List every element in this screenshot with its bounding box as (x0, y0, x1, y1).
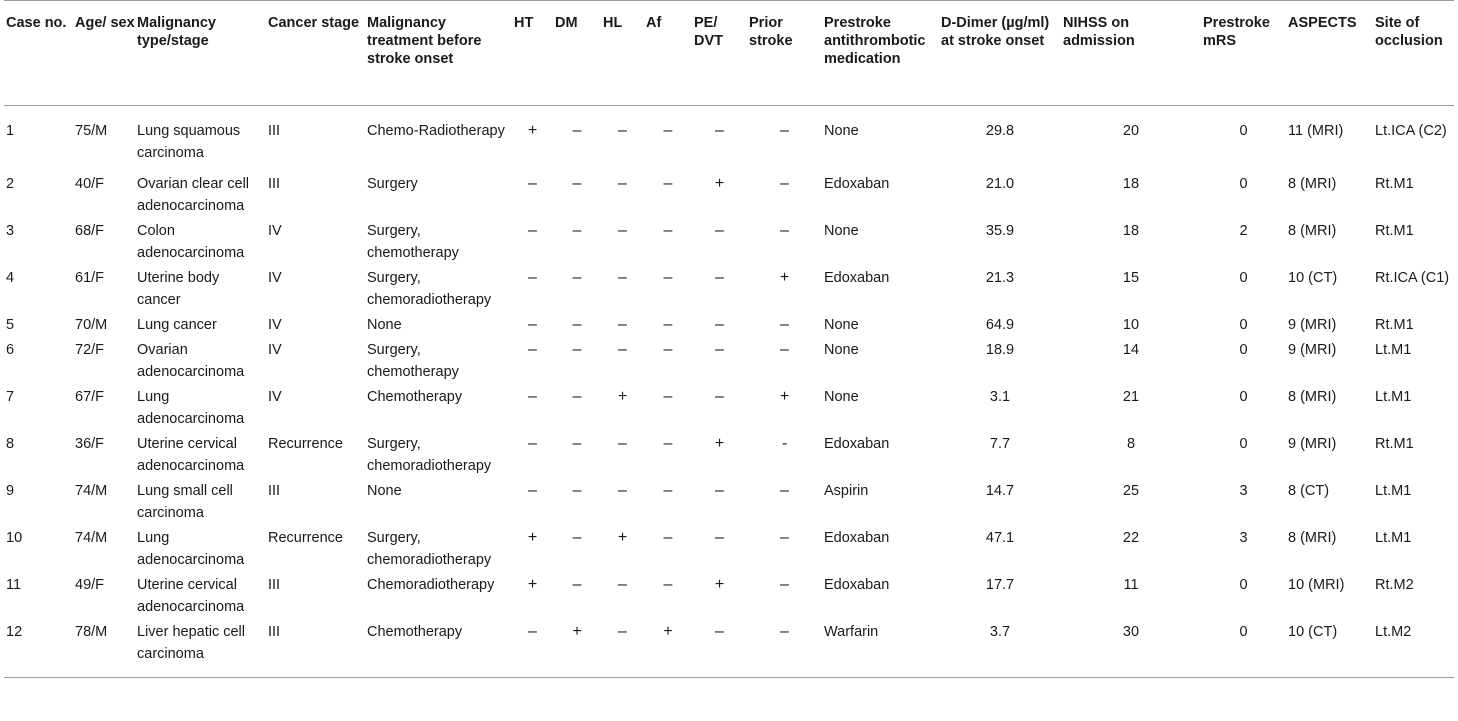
table-body (4, 105, 1454, 678)
cell-d-dimer: 3.1 (989, 389, 1011, 405)
cell-af: – (663, 316, 673, 333)
cell-nihss: 8 (1126, 436, 1136, 452)
cell-aspects: 10 (CT) (1286, 621, 1373, 678)
header-nihss: NIHSS on admission (1061, 1, 1201, 105)
cell-pe-dvt: – (715, 121, 724, 139)
cell-case-no: 9 (6, 483, 15, 499)
cell-pe-dvt: – (715, 222, 724, 239)
cell-prior-stroke: – (780, 316, 789, 333)
cell-hl: – (618, 435, 627, 452)
cell-case-no: 4 (6, 270, 15, 286)
cell-malignancy-treatment: Chemoradiotherapy (367, 577, 495, 593)
cell-ht: – (528, 175, 537, 192)
cell-ht: + (527, 529, 538, 546)
cell-prior-stroke: - (781, 435, 788, 452)
cell-site-of-occlusion: Lt.M1 (1375, 530, 1412, 546)
cell-nihss: 22 (1122, 530, 1140, 546)
table-row (4, 433, 1454, 480)
cell-hl: – (618, 175, 627, 192)
cell-cancer-stage: IV (268, 342, 282, 358)
header-malignancy-type: Malignancy type/stage (135, 1, 266, 105)
cell-dm: + (553, 621, 601, 678)
cell-prestroke-mrs: 0 (1239, 176, 1248, 192)
cell-aspects: 10 (CT) (1288, 270, 1338, 286)
header-dm: DM (553, 1, 601, 105)
cell-antithrombotic: Edoxaban (824, 176, 890, 192)
cell-af: – (663, 529, 673, 546)
cell-d-dimer: 29.8 (985, 122, 1015, 139)
cell-nihss: 21 (1122, 389, 1140, 405)
cell-prior-stroke: – (780, 175, 789, 192)
cell-age-sex: 74/M (75, 530, 108, 546)
cell-hl: – (618, 482, 627, 499)
header-malignancy-treatment: Malignancy treatment before stroke onset (365, 1, 512, 105)
cell-antithrombotic: Edoxaban (824, 577, 890, 593)
cell-hl: – (618, 316, 627, 333)
cell-hl: – (618, 121, 627, 139)
cell-ht: – (528, 316, 537, 333)
cell-nihss: 25 (1122, 483, 1140, 499)
cell-age-sex: 40/F (75, 176, 105, 192)
header-af: Af (644, 1, 692, 105)
cell-af: – (663, 435, 673, 452)
cell-malignancy-type: Lung cancer (137, 317, 217, 333)
header-pe-dvt: PE/ DVT (692, 1, 747, 105)
table-row (4, 621, 1454, 678)
cell-pe-dvt: – (692, 621, 747, 678)
cell-ht: + (527, 121, 538, 139)
cell-aspects: 8 (MRI) (1288, 530, 1337, 546)
cell-case-no: 1 (6, 122, 15, 139)
cell-dm: – (572, 529, 582, 546)
cell-prestroke-mrs: 3 (1239, 483, 1248, 499)
cell-site-of-occlusion: Lt.M1 (1375, 389, 1412, 405)
cell-cancer-stage: Recurrence (268, 530, 343, 546)
cell-site-of-occlusion: Rt.M1 (1375, 223, 1414, 239)
cell-aspects: 9 (MRI) (1288, 436, 1337, 452)
table-row (4, 267, 1454, 314)
header-d-dimer: D-Dimer (µg/ml) at stroke onset (939, 1, 1061, 105)
cell-dm: – (572, 388, 582, 405)
cell-antithrombotic: Edoxaban (824, 530, 890, 546)
cell-case-no: 2 (6, 176, 15, 192)
header-hl: HL (601, 1, 644, 105)
cell-dm: – (572, 341, 582, 358)
cell-hl: + (617, 388, 628, 405)
header-site-of-occlusion: Site of occlusion (1373, 1, 1454, 105)
cell-antithrombotic: None (824, 122, 859, 139)
cell-d-dimer: 17.7 (985, 577, 1015, 593)
cell-malignancy-treatment: Chemotherapy (367, 389, 463, 405)
cell-antithrombotic: Aspirin (824, 483, 869, 499)
cell-antithrombotic: Edoxaban (824, 436, 890, 452)
cell-antithrombotic: Warfarin (822, 621, 939, 678)
cell-age-sex: 49/F (75, 577, 105, 593)
table-row (4, 339, 1454, 386)
cell-ht: – (528, 222, 537, 239)
cell-prestroke-mrs: 0 (1239, 122, 1248, 139)
cell-hl: – (618, 341, 627, 358)
header-row (4, 1, 1454, 105)
header-aspects: ASPECTS (1286, 1, 1373, 105)
cell-aspects: 8 (CT) (1288, 483, 1330, 499)
cell-malignancy-treatment: Chemotherapy (365, 621, 512, 678)
cell-nihss: 18 (1122, 223, 1140, 239)
cell-nihss: 20 (1122, 122, 1140, 139)
header-cancer-stage: Cancer stage (266, 1, 365, 105)
cell-malignancy-treatment: Surgery, chemoradiotherapy (367, 270, 492, 308)
cell-age-sex: 72/F (75, 342, 105, 358)
cell-prestroke-mrs: 3 (1239, 530, 1248, 546)
cell-site-of-occlusion: Rt.ICA (C1) (1375, 270, 1450, 286)
cell-af: – (663, 121, 673, 139)
cell-d-dimer: 14.7 (985, 483, 1015, 499)
cell-nihss: 14 (1122, 342, 1140, 358)
cell-d-dimer: 3.7 (939, 621, 1061, 678)
cell-cancer-stage: IV (268, 270, 282, 286)
cell-age-sex: 61/F (75, 270, 105, 286)
cell-aspects: 11 (MRI) (1288, 122, 1344, 139)
cell-malignancy-type: Ovarian clear cell adenocarcinoma (137, 176, 250, 214)
cell-prior-stroke: – (780, 222, 789, 239)
table-row (4, 480, 1454, 527)
cell-aspects: 9 (MRI) (1288, 317, 1337, 333)
cell-af: – (663, 482, 673, 499)
cell-prestroke-mrs: 0 (1239, 389, 1248, 405)
cell-age-sex: 74/M (75, 483, 108, 499)
cell-af: – (663, 576, 673, 593)
cell-ht: – (528, 269, 537, 286)
cell-case-no: 6 (6, 342, 15, 358)
cell-antithrombotic: Edoxaban (824, 270, 890, 286)
cell-prior-stroke: – (747, 621, 822, 678)
cell-nihss: 30 (1061, 621, 1201, 678)
cell-nihss: 10 (1122, 317, 1140, 333)
cell-prestroke-mrs: 2 (1239, 223, 1248, 239)
cell-age-sex: 78/M (73, 621, 135, 678)
cell-prior-stroke: – (780, 121, 789, 139)
cell-malignancy-treatment: Chemo-Radiotherapy (367, 122, 505, 139)
cell-ht: – (512, 621, 553, 678)
cell-antithrombotic: None (824, 317, 859, 333)
cell-d-dimer: 18.9 (985, 342, 1015, 358)
cell-malignancy-type: Lung squamous carcinoma (137, 122, 241, 161)
cell-dm: – (572, 316, 582, 333)
header-prestroke-mrs: Prestroke mRS (1201, 1, 1286, 105)
cell-pe-dvt: + (714, 576, 725, 593)
cell-malignancy-treatment: None (367, 317, 402, 333)
header-case-no: Case no. (4, 1, 73, 105)
cell-af: – (663, 341, 673, 358)
cell-prestroke-mrs: 0 (1201, 621, 1286, 678)
cell-malignancy-treatment: Surgery, chemotherapy (367, 223, 459, 261)
cell-malignancy-treatment: Surgery, chemoradiotherapy (367, 530, 492, 568)
cell-case-no: 12 (4, 621, 73, 678)
cell-cancer-stage: III (268, 483, 281, 499)
cell-case-no: 5 (6, 317, 15, 333)
table-row (4, 386, 1454, 433)
cell-malignancy-type: Uterine body cancer (137, 270, 220, 308)
cell-cancer-stage: IV (268, 389, 282, 405)
cell-ht: – (528, 435, 537, 452)
cell-dm: – (572, 576, 582, 593)
cell-age-sex: 75/M (75, 122, 108, 139)
cell-d-dimer: 47.1 (985, 530, 1015, 546)
cell-af: – (663, 269, 673, 286)
cell-prestroke-mrs: 0 (1239, 317, 1248, 333)
cell-malignancy-treatment: Surgery (367, 176, 418, 192)
cell-prestroke-mrs: 0 (1239, 436, 1248, 452)
cell-ht: – (528, 482, 537, 499)
cell-cancer-stage: III (268, 577, 281, 593)
cell-malignancy-type: Liver hepatic cell carcinoma (135, 621, 266, 678)
header-ht: HT (512, 1, 553, 105)
cell-pe-dvt: – (715, 269, 724, 286)
cell-malignancy-treatment: Surgery, chemotherapy (367, 342, 459, 380)
cell-nihss: 15 (1122, 270, 1140, 286)
table-row (4, 574, 1454, 621)
cell-hl: – (618, 269, 627, 286)
cell-dm: – (572, 175, 582, 192)
cell-aspects: 8 (MRI) (1288, 389, 1337, 405)
cell-pe-dvt: – (715, 482, 724, 499)
cell-pe-dvt: – (715, 341, 724, 358)
cell-age-sex: 67/F (75, 389, 105, 405)
table-row (4, 314, 1454, 339)
cell-site-of-occlusion: Rt.M1 (1375, 317, 1414, 333)
cell-malignancy-treatment: Surgery, chemoradiotherapy (367, 436, 492, 474)
cell-prior-stroke: – (780, 341, 789, 358)
cell-prior-stroke: – (780, 482, 789, 499)
cell-case-no: 10 (6, 530, 23, 546)
cell-prestroke-mrs: 0 (1239, 342, 1248, 358)
cell-nihss: 11 (1123, 577, 1139, 593)
cell-ht: + (527, 576, 538, 593)
cell-pe-dvt: – (715, 388, 724, 405)
cell-cancer-stage: III (266, 621, 365, 678)
cell-case-no: 11 (6, 577, 22, 593)
cell-d-dimer: 35.9 (985, 223, 1015, 239)
cell-d-dimer: 64.9 (985, 317, 1015, 333)
cell-pe-dvt: – (715, 316, 724, 333)
cell-cancer-stage: III (268, 176, 281, 192)
cell-af: – (663, 388, 673, 405)
cell-malignancy-type: Lung small cell carcinoma (137, 483, 233, 521)
cell-site-of-occlusion: Rt.M1 (1375, 436, 1414, 452)
cell-cancer-stage: IV (268, 317, 282, 333)
cell-af: – (663, 222, 673, 239)
cell-cancer-stage: Recurrence (268, 436, 343, 452)
cell-prior-stroke: + (779, 388, 790, 405)
cell-prestroke-mrs: 0 (1239, 270, 1248, 286)
cell-aspects: 9 (MRI) (1288, 342, 1337, 358)
cell-dm: – (572, 482, 582, 499)
cell-age-sex: 68/F (75, 223, 105, 239)
table-row (4, 105, 1454, 173)
cell-case-no: 7 (6, 389, 15, 405)
cell-prior-stroke: – (780, 529, 789, 546)
cell-hl: – (618, 576, 627, 593)
cell-pe-dvt: + (714, 435, 725, 452)
cell-dm: – (572, 269, 582, 286)
cell-site-of-occlusion: Lt.ICA (C2) (1375, 122, 1447, 139)
cell-antithrombotic: None (824, 223, 859, 239)
cell-malignancy-treatment: None (367, 483, 402, 499)
cell-site-of-occlusion: Rt.M2 (1375, 577, 1414, 593)
patient-characteristics-table (4, 0, 1454, 678)
cell-aspects: 8 (MRI) (1288, 176, 1337, 192)
cell-dm: – (572, 222, 582, 239)
cell-af: – (663, 175, 673, 192)
cell-cancer-stage: IV (268, 223, 282, 239)
cell-site-of-occlusion: Rt.M1 (1375, 176, 1414, 192)
cell-hl: + (617, 529, 628, 546)
cell-malignancy-type: Uterine cervical adenocarcinoma (137, 436, 245, 474)
cell-d-dimer: 21.0 (985, 176, 1015, 192)
cell-prestroke-mrs: 0 (1239, 577, 1248, 593)
cell-d-dimer: 7.7 (989, 436, 1011, 452)
cell-ht: – (528, 388, 537, 405)
cell-case-no: 3 (6, 223, 15, 239)
cell-ht: – (528, 341, 537, 358)
cell-case-no: 8 (6, 436, 15, 452)
table-row (4, 173, 1454, 220)
cell-prior-stroke: – (780, 576, 789, 593)
cell-dm: – (572, 435, 582, 452)
header-prior-stroke: Prior stroke (747, 1, 822, 105)
cell-aspects: 8 (MRI) (1288, 223, 1337, 239)
cell-pe-dvt: – (715, 529, 724, 546)
cell-malignancy-type: Colon adenocarcinoma (137, 223, 245, 261)
table-row (4, 220, 1454, 267)
cell-antithrombotic: None (824, 342, 859, 358)
header-antithrombotic: Prestroke antithrombotic medication (822, 1, 939, 105)
cell-site-of-occlusion: Lt.M1 (1375, 483, 1412, 499)
cell-site-of-occlusion: Lt.M1 (1375, 342, 1412, 358)
cell-age-sex: 70/M (75, 317, 108, 333)
cell-dm: – (572, 121, 582, 139)
cell-age-sex: 36/F (75, 436, 105, 452)
cell-nihss: 18 (1122, 176, 1140, 192)
cell-cancer-stage: III (268, 122, 281, 139)
cell-antithrombotic: None (824, 389, 859, 405)
cell-prior-stroke: + (779, 269, 790, 286)
table-row (4, 527, 1454, 574)
cell-malignancy-type: Lung adenocarcinoma (137, 530, 245, 568)
cell-site-of-occlusion: Lt.M2 (1373, 621, 1454, 678)
cell-hl: – (601, 621, 644, 678)
cell-malignancy-type: Ovarian adenocarcinoma (137, 342, 245, 380)
cell-d-dimer: 21.3 (985, 270, 1015, 286)
header-age-sex: Age/ sex (73, 1, 135, 105)
cell-malignancy-type: Uterine cervical adenocarcinoma (137, 577, 245, 615)
cell-hl: – (618, 222, 627, 239)
cell-malignancy-type: Lung adenocarcinoma (137, 389, 245, 427)
cell-pe-dvt: + (714, 175, 725, 192)
cell-aspects: 10 (MRI) (1288, 577, 1345, 593)
cell-af: + (644, 621, 692, 678)
